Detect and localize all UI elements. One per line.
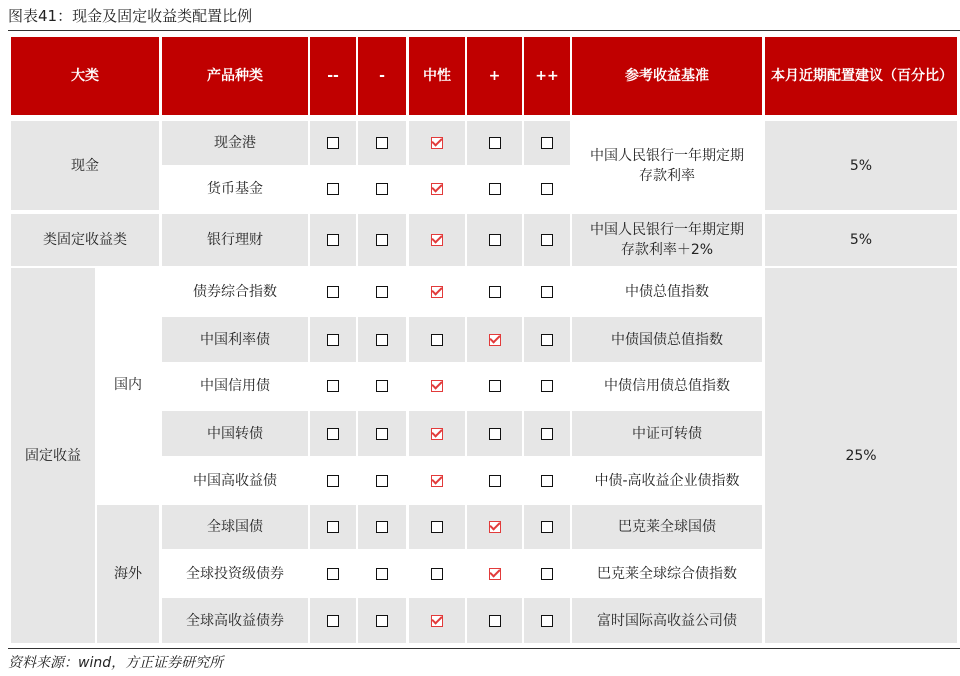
empty-box-icon bbox=[376, 334, 388, 346]
empty-box-icon bbox=[376, 183, 388, 195]
benchmark-cell: 中国人民银行一年期定期存款利率＋2% bbox=[572, 214, 762, 266]
checkbox-cell bbox=[310, 214, 356, 266]
empty-box-icon bbox=[376, 428, 388, 440]
header-product: 产品种类 bbox=[162, 37, 308, 115]
checkbox-cell bbox=[358, 214, 406, 266]
header-level-5: ++ bbox=[524, 37, 570, 115]
checkbox-cell bbox=[409, 268, 465, 315]
checkbox-cell bbox=[310, 459, 356, 502]
empty-box-icon bbox=[327, 234, 339, 246]
header-category: 大类 bbox=[11, 37, 159, 115]
checkbox-cell bbox=[467, 167, 522, 210]
checkbox-cell bbox=[358, 411, 406, 456]
subgroup-domestic: 国内 bbox=[97, 268, 159, 502]
empty-box-icon bbox=[489, 234, 501, 246]
checkbox-cell bbox=[524, 551, 570, 596]
bottom-rule bbox=[8, 648, 960, 649]
checkbox-cell bbox=[524, 167, 570, 210]
checkbox-cell bbox=[310, 317, 356, 362]
checkbox-cell bbox=[310, 551, 356, 596]
empty-box-icon bbox=[489, 428, 501, 440]
empty-box-icon bbox=[327, 137, 339, 149]
empty-box-icon bbox=[489, 183, 501, 195]
benchmark-cell: 巴克莱全球国债 bbox=[572, 505, 762, 549]
checkbox-cell bbox=[467, 268, 522, 315]
checkbox-cell bbox=[524, 459, 570, 502]
checkbox-cell bbox=[467, 598, 522, 643]
empty-box-icon bbox=[327, 428, 339, 440]
empty-box-icon bbox=[327, 286, 339, 298]
checked-box-icon bbox=[431, 137, 443, 149]
product-cell: 货币基金 bbox=[162, 167, 308, 210]
header-advice: 本月近期配置建议（百分比） bbox=[765, 37, 957, 115]
benchmark-cell: 巴克莱全球综合债指数 bbox=[572, 551, 762, 596]
empty-box-icon bbox=[541, 428, 553, 440]
checkbox-cell bbox=[358, 121, 406, 165]
checkbox-cell bbox=[467, 459, 522, 502]
header-benchmark: 参考收益基准 bbox=[572, 37, 762, 115]
empty-box-icon bbox=[489, 286, 501, 298]
checkbox-cell bbox=[409, 167, 465, 210]
product-cell: 银行理财 bbox=[162, 214, 308, 266]
empty-box-icon bbox=[489, 137, 501, 149]
checkbox-cell bbox=[409, 505, 465, 549]
checked-box-icon bbox=[431, 615, 443, 627]
checkbox-cell bbox=[358, 317, 406, 362]
source-note: 资料来源：wind，方正证券研究所 bbox=[8, 655, 224, 671]
checkbox-cell bbox=[358, 551, 406, 596]
empty-box-icon bbox=[541, 234, 553, 246]
checkbox-cell bbox=[358, 598, 406, 643]
checkbox-cell bbox=[524, 505, 570, 549]
checkbox-cell bbox=[358, 167, 406, 210]
product-cell: 全球国债 bbox=[162, 505, 308, 549]
checkbox-cell bbox=[310, 268, 356, 315]
product-cell: 中国利率债 bbox=[162, 317, 308, 362]
advice-quasi-fixed: 5% bbox=[765, 214, 957, 266]
header-level-1: -- bbox=[310, 37, 356, 115]
checkbox-cell bbox=[409, 459, 465, 502]
product-cell: 中国转债 bbox=[162, 411, 308, 456]
benchmark-cell: 中债总值指数 bbox=[572, 268, 762, 315]
empty-box-icon bbox=[376, 286, 388, 298]
checkbox-cell bbox=[524, 317, 570, 362]
checked-box-icon bbox=[431, 286, 443, 298]
header-level-2: - bbox=[358, 37, 406, 115]
checked-box-icon bbox=[489, 568, 501, 580]
checkbox-cell bbox=[310, 167, 356, 210]
empty-box-icon bbox=[541, 615, 553, 627]
top-rule bbox=[8, 30, 960, 31]
empty-box-icon bbox=[541, 568, 553, 580]
checkbox-cell bbox=[524, 121, 570, 165]
checked-box-icon bbox=[489, 521, 501, 533]
figure-title: 图表41：现金及固定收益类配置比例 bbox=[8, 7, 253, 25]
group-cash: 现金 bbox=[11, 121, 159, 210]
empty-box-icon bbox=[541, 183, 553, 195]
empty-box-icon bbox=[327, 615, 339, 627]
checkbox-cell bbox=[467, 411, 522, 456]
product-cell: 债券综合指数 bbox=[162, 268, 308, 315]
empty-box-icon bbox=[541, 475, 553, 487]
empty-box-icon bbox=[431, 521, 443, 533]
group-fixed-income: 固定收益 bbox=[11, 268, 95, 643]
checkbox-cell bbox=[467, 505, 522, 549]
empty-box-icon bbox=[376, 380, 388, 392]
empty-box-icon bbox=[431, 568, 443, 580]
checkbox-cell bbox=[467, 364, 522, 408]
empty-box-icon bbox=[376, 568, 388, 580]
checkbox-cell bbox=[310, 598, 356, 643]
header-level-4: + bbox=[467, 37, 522, 115]
checkbox-cell bbox=[467, 121, 522, 165]
checkbox-cell bbox=[310, 411, 356, 456]
empty-box-icon bbox=[376, 137, 388, 149]
benchmark-cash: 中国人民银行一年期定期存款利率 bbox=[572, 121, 762, 210]
empty-box-icon bbox=[327, 334, 339, 346]
product-cell: 全球投资级债券 bbox=[162, 551, 308, 596]
empty-box-icon bbox=[489, 615, 501, 627]
checked-box-icon bbox=[431, 234, 443, 246]
checkbox-cell bbox=[409, 364, 465, 408]
checked-box-icon bbox=[431, 183, 443, 195]
empty-box-icon bbox=[376, 615, 388, 627]
subgroup-overseas: 海外 bbox=[97, 505, 159, 643]
empty-box-icon bbox=[376, 234, 388, 246]
checkbox-cell bbox=[358, 459, 406, 502]
empty-box-icon bbox=[327, 521, 339, 533]
checkbox-cell bbox=[358, 505, 406, 549]
empty-box-icon bbox=[327, 475, 339, 487]
checkbox-cell bbox=[467, 551, 522, 596]
empty-box-icon bbox=[541, 137, 553, 149]
benchmark-cell: 中证可转债 bbox=[572, 411, 762, 456]
empty-box-icon bbox=[327, 568, 339, 580]
checkbox-cell bbox=[467, 214, 522, 266]
advice-cash: 5% bbox=[765, 121, 957, 210]
benchmark-cell: 中债-高收益企业债指数 bbox=[572, 459, 762, 502]
checked-box-icon bbox=[431, 428, 443, 440]
checked-box-icon bbox=[431, 380, 443, 392]
checkbox-cell bbox=[310, 364, 356, 408]
checkbox-cell bbox=[409, 121, 465, 165]
group-quasi-fixed: 类固定收益类 bbox=[11, 214, 159, 266]
product-cell: 中国信用债 bbox=[162, 364, 308, 408]
empty-box-icon bbox=[541, 334, 553, 346]
checkbox-cell bbox=[358, 268, 406, 315]
empty-box-icon bbox=[431, 334, 443, 346]
checkbox-cell bbox=[409, 598, 465, 643]
product-cell: 现金港 bbox=[162, 121, 308, 165]
checkbox-cell bbox=[524, 598, 570, 643]
empty-box-icon bbox=[376, 521, 388, 533]
checkbox-cell bbox=[358, 364, 406, 408]
empty-box-icon bbox=[541, 521, 553, 533]
empty-box-icon bbox=[489, 380, 501, 392]
checkbox-cell bbox=[310, 121, 356, 165]
benchmark-cell: 富时国际高收益公司债 bbox=[572, 598, 762, 643]
benchmark-cell: 中债信用债总值指数 bbox=[572, 364, 762, 408]
checked-box-icon bbox=[431, 475, 443, 487]
checkbox-cell bbox=[524, 268, 570, 315]
empty-box-icon bbox=[541, 380, 553, 392]
empty-box-icon bbox=[376, 475, 388, 487]
checkbox-cell bbox=[310, 505, 356, 549]
checkbox-cell bbox=[467, 317, 522, 362]
empty-box-icon bbox=[327, 380, 339, 392]
empty-box-icon bbox=[541, 286, 553, 298]
advice-fixed-income: 25% bbox=[765, 268, 957, 643]
product-cell: 中国高收益债 bbox=[162, 459, 308, 502]
benchmark-cell: 中债国债总值指数 bbox=[572, 317, 762, 362]
checkbox-cell bbox=[409, 214, 465, 266]
checkbox-cell bbox=[409, 411, 465, 456]
checkbox-cell bbox=[409, 317, 465, 362]
checkbox-cell bbox=[524, 214, 570, 266]
empty-box-icon bbox=[489, 475, 501, 487]
product-cell: 全球高收益债券 bbox=[162, 598, 308, 643]
checked-box-icon bbox=[489, 334, 501, 346]
empty-box-icon bbox=[327, 183, 339, 195]
header-level-3: 中性 bbox=[409, 37, 465, 115]
checkbox-cell bbox=[524, 411, 570, 456]
checkbox-cell bbox=[524, 364, 570, 408]
checkbox-cell bbox=[409, 551, 465, 596]
